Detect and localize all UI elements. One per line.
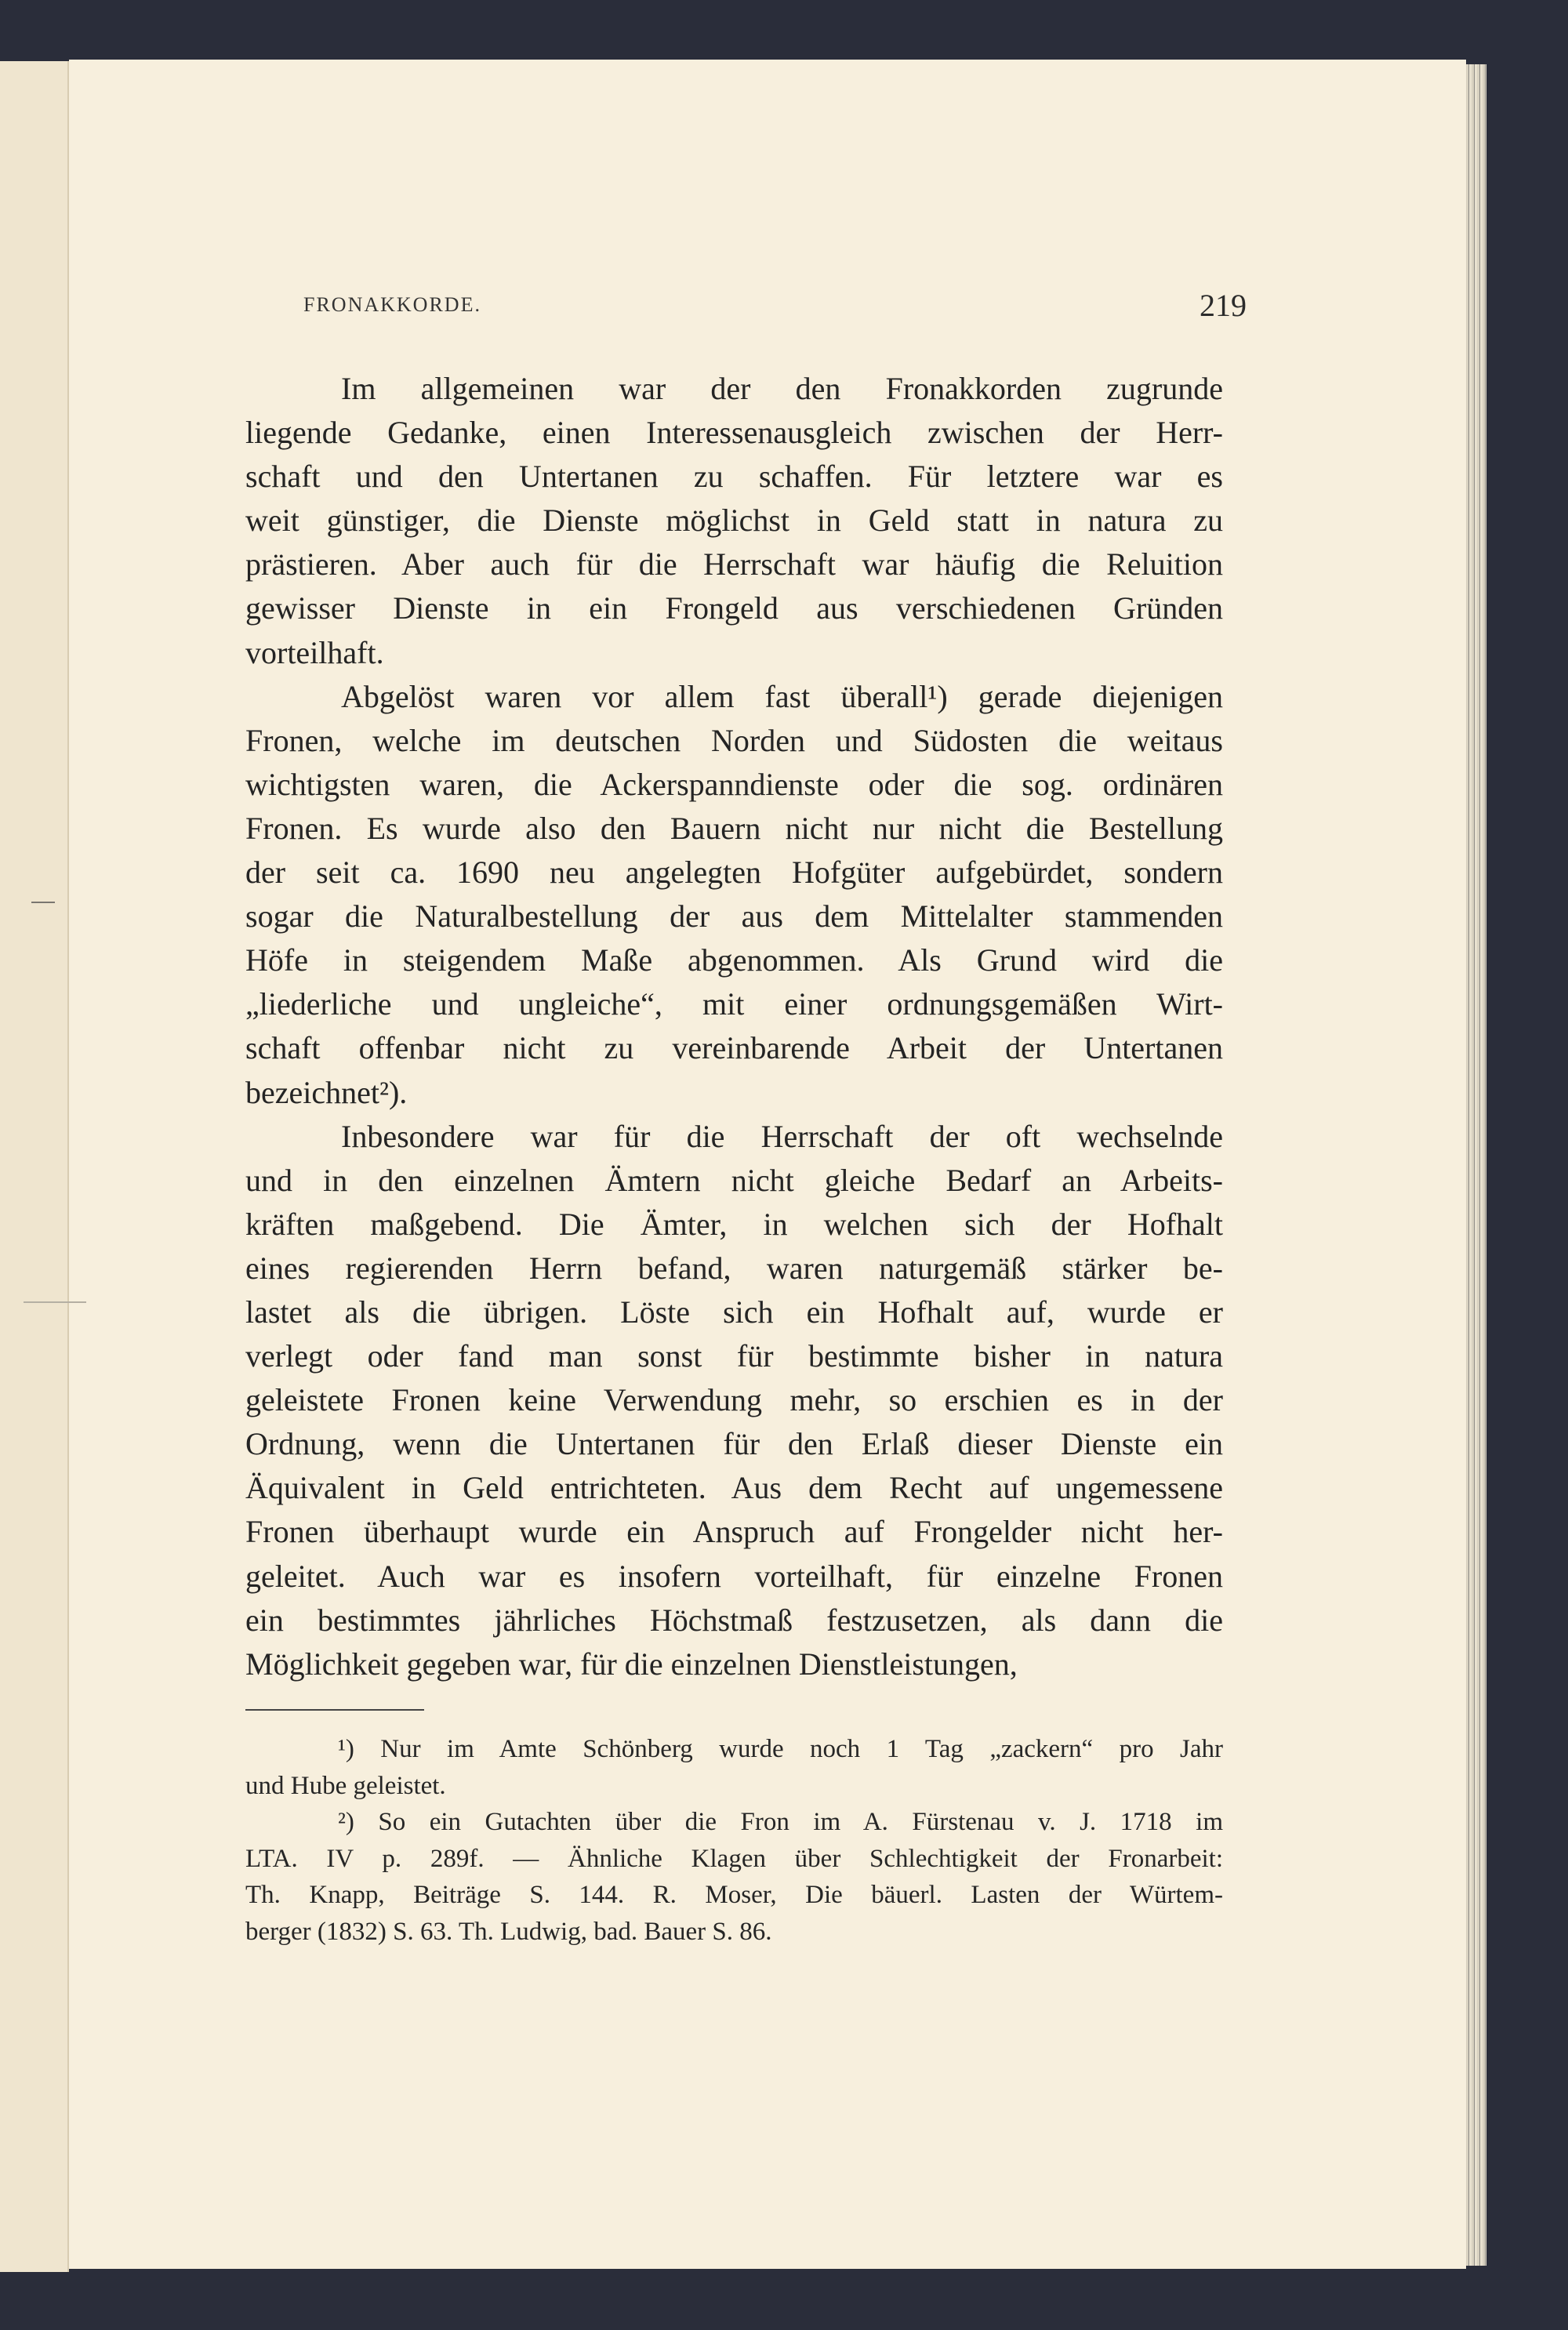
- footnote-line: ¹) Nur im Amte Schönberg wurde noch 1 Tag „zackern“ pro Jahr: [338, 1735, 1223, 1763]
- page-header: [245, 287, 1247, 326]
- paragraph-line: Möglichkeit gegeben war, für die einzelnen Dienstleistungen,: [245, 1646, 1018, 1682]
- paragraph-line: schaft offenbar nicht zu vereinbarende Arbeit der Untertanen: [245, 1030, 1223, 1066]
- margin-mark: [31, 902, 55, 903]
- paragraph-line: Ordnung, wenn die Untertanen für den Erlaß dieser Dienste ein: [245, 1426, 1223, 1462]
- paragraph-line: Äquivalent in Geld entrichteten. Aus dem Recht auf ungemessene: [245, 1470, 1223, 1506]
- footnote-rule: [245, 1709, 424, 1711]
- margin-mark: [24, 1301, 86, 1303]
- paragraph-line: Inbesondere war für die Herrschaft der oft wechselnde: [341, 1118, 1223, 1154]
- footnote-line: LTA. IV p. 289f. — Ähnliche Klagen über Schlechtigkeit der Fronarbeit:: [245, 1844, 1223, 1873]
- paragraph-line: Fronen überhaupt wurde ein Anspruch auf Frongelder nicht her-: [245, 1514, 1223, 1550]
- footnotes: [245, 1731, 1223, 1950]
- footnote-line: berger (1832) S. 63. Th. Ludwig, bad. Bauer S. 86.: [245, 1917, 772, 1946]
- footnote-line: Th. Knapp, Beiträge S. 144. R. Moser, Die bäuerl. Lasten der Würtem-: [245, 1881, 1223, 1909]
- paragraph-line: „liederliche und ungleiche“, mit einer ordnungsgemäßen Wirt-: [245, 986, 1223, 1022]
- paragraph-line: vorteilhaft.: [245, 634, 384, 670]
- paragraph-line: Fronen, welche im deutschen Norden und Südosten die weitaus: [245, 722, 1223, 758]
- paragraph-line: weit günstiger, die Dienste möglichst in Geld statt in natura zu: [245, 503, 1223, 539]
- footnote-line: ²) So ein Gutachten über die Fron im A. Fürstenau v. J. 1718 im: [338, 1808, 1223, 1836]
- paragraph-line: sogar die Naturalbestellung der aus dem Mittelalter stammenden: [245, 898, 1223, 935]
- paragraph-line: wichtigsten waren, die Ackerspanndienste oder die sog. ordinären: [245, 766, 1223, 802]
- paragraph-line: bezeichnet²).: [245, 1074, 408, 1110]
- paragraph-line: schaft und den Untertanen zu schaffen. Für letztere war es: [245, 459, 1223, 495]
- paragraph-line: verlegt oder fand man sonst für bestimmte bisher in natura: [245, 1338, 1223, 1374]
- paragraph-line: Im allgemeinen war der den Fronakkorden zugrunde: [341, 371, 1223, 406]
- paragraph-line: Fronen. Es wurde also den Bauern nicht nur nicht die Bestellung: [245, 810, 1223, 846]
- running-title: FRONAKKORDE.: [303, 293, 481, 316]
- page-number: 219: [1200, 288, 1247, 323]
- paragraph-line: geleistete Fronen keine Verwendung mehr, so erschien es in der: [245, 1382, 1223, 1418]
- paragraph-line: Höfe in steigendem Maße abgenommen. Als Grund wird die: [245, 942, 1223, 978]
- previous-page-edge: [0, 61, 69, 2272]
- paragraph-line: der seit ca. 1690 neu angelegten Hofgüter aufgebürdet, sondern: [245, 855, 1223, 891]
- paragraph-line: kräften maßgebend. Die Ämter, in welchen sich der Hofhalt: [245, 1206, 1223, 1242]
- footnote-line: und Hube geleistet.: [245, 1771, 446, 1800]
- paragraph-line: eines regierenden Herrn befand, waren naturgemäß stärker be-: [245, 1250, 1223, 1286]
- paragraph-line: prästieren. Aber auch für die Herrschaft war häufig die Reluition: [245, 546, 1223, 582]
- paragraph-line: Abgelöst waren vor allem fast überall¹) gerade diejenigen: [341, 678, 1223, 714]
- paragraph-line: ein bestimmtes jährliches Höchstmaß festzusetzen, als dann die: [245, 1602, 1223, 1638]
- paragraph-line: und in den einzelnen Ämtern nicht gleiche Bedarf an Arbeits-: [245, 1162, 1223, 1198]
- paragraph-line: lastet als die übrigen. Löste sich ein Hofhalt auf, wurde er: [245, 1294, 1223, 1330]
- main-text: [245, 367, 1223, 1686]
- paragraph-line: geleitet. Auch war es insofern vorteilhaft, für einzelne Fronen: [245, 1558, 1223, 1594]
- paragraph-line: liegende Gedanke, einen Interessenausgleich zwischen der Herr-: [245, 415, 1223, 451]
- page-stack-edges: [1466, 64, 1486, 2266]
- paragraph-line: gewisser Dienste in ein Frongeld aus verschiedenen Gründen: [245, 590, 1223, 626]
